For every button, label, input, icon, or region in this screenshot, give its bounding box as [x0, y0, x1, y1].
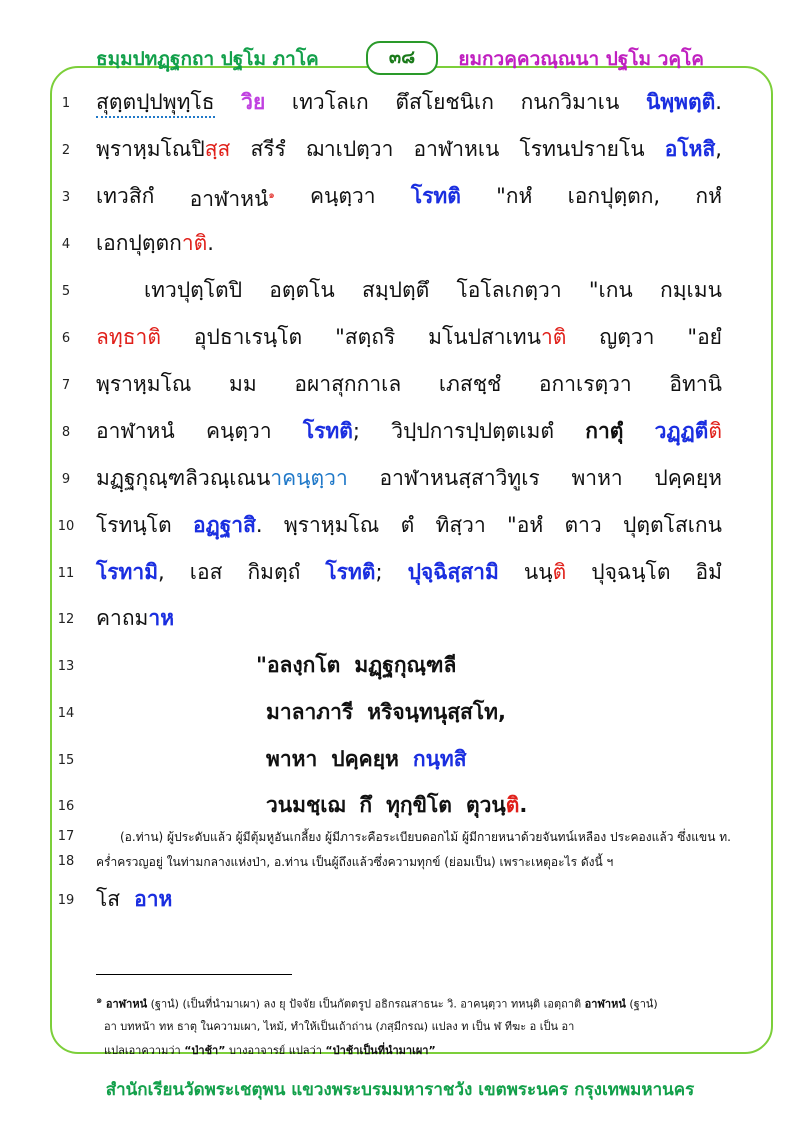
body-line-5	[96, 276, 722, 304]
line-number: 13	[57, 659, 75, 674]
word-suffix: าคนฺตฺวา	[270, 466, 348, 490]
line-number: 6	[61, 331, 71, 346]
footnote-rule	[96, 974, 292, 975]
word: สมฺปตฺตึ	[362, 278, 430, 302]
word: โส	[96, 887, 121, 911]
verb: โรทติ	[302, 419, 353, 443]
word: เภสชฺชํ	[438, 372, 502, 396]
line-number: 5	[61, 284, 71, 299]
header-right-title: ยมกวคฺควณฺณนา ปฐโม วคฺโค	[458, 48, 704, 70]
verse-word: ตุวน	[465, 793, 506, 817]
punct: .	[519, 793, 528, 817]
body-line-11	[96, 558, 722, 586]
line-number: 10	[57, 519, 75, 534]
verse-word: ปคฺคยฺห	[331, 747, 399, 771]
word: กนกวิมาเน	[520, 90, 620, 114]
verb: วฏฺฏตี	[654, 419, 709, 443]
word: กหํ	[695, 184, 722, 208]
footnote-line-1	[96, 993, 658, 1012]
verse-word: มาลาภารี	[266, 700, 354, 724]
footnote-text: (ฐานํ)	[629, 997, 658, 1011]
verb: อฏฺฐาสิ	[192, 513, 256, 537]
word: กมฺเมน	[660, 278, 722, 302]
word: กาตุํ	[585, 419, 624, 443]
body-line-1	[96, 88, 722, 118]
word: คนฺตฺวา	[205, 419, 272, 443]
line-number: 1	[61, 96, 71, 111]
line-number: 19	[57, 893, 75, 908]
punct: ,	[158, 560, 165, 584]
word: อาฬาหนํ	[189, 187, 269, 211]
word: พฺราหฺมโณปิ	[96, 137, 205, 161]
footnote-term: อาฬาหนํ	[105, 997, 148, 1011]
word: คาถม	[96, 606, 149, 630]
verse-verb: กนฺทสิ	[412, 747, 467, 771]
verb: าห	[148, 606, 175, 630]
verse-word: วนมชฺเฌ	[266, 793, 346, 817]
body-line-2	[96, 135, 722, 163]
word: อิมํ	[695, 560, 722, 584]
verse-word: หริจนฺทนุสฺสโท,	[367, 700, 506, 724]
footnote-term: “ป่าช้าเป็นที่นำมาเผา”	[325, 1044, 436, 1057]
word: เทวโลเก	[291, 90, 369, 114]
page-footer: สำนักเรียนวัดพระเชตุพน แขวงพระบรมมหาราชวัง เขตพระนคร กรุงเทพมหานคร	[105, 1080, 695, 1100]
word: "อยํ	[687, 325, 722, 349]
line-number: 18	[57, 854, 75, 869]
word-suffix: าติ	[540, 325, 567, 349]
word: อาฬาหนสฺสาวิทูเร	[379, 466, 540, 490]
line-number: 15	[57, 753, 75, 768]
word: "สตฺถริ	[335, 325, 396, 349]
line-number: 2	[61, 143, 71, 158]
line-number: 3	[61, 190, 71, 205]
verse-line-3	[266, 745, 467, 773]
word: "เกน	[588, 278, 633, 302]
line-number: 8	[61, 425, 71, 440]
verb: นิพฺพตฺติ	[645, 90, 716, 114]
word: เอกปุตฺตก	[96, 231, 182, 255]
word: มม	[229, 372, 257, 396]
word: ตึสโยชนิเก	[395, 90, 494, 114]
word-suffix: าติ	[181, 231, 208, 255]
body-line-3	[96, 182, 722, 213]
verb: โรทามิ	[96, 560, 159, 584]
word: เอส	[189, 560, 223, 584]
verse-line-1	[256, 651, 456, 679]
word: ปุตฺตโสเกน	[623, 513, 722, 537]
punct: ;	[352, 419, 360, 443]
body-line-4	[96, 229, 722, 257]
body-line-19	[96, 885, 722, 913]
word: ปุจฺฉนฺโต	[591, 560, 671, 584]
word-suffix: ติ	[708, 419, 722, 443]
verse-word: ทุกฺขิโต	[386, 793, 452, 817]
word: สรีรํ	[250, 137, 286, 161]
word: โอโลเกตฺวา	[456, 278, 562, 302]
verse-line-2	[266, 698, 506, 726]
body-line-12	[96, 604, 722, 632]
word: โรทนฺโต	[96, 513, 172, 537]
word: อผาสุกกาเล	[294, 372, 402, 396]
punct: .	[255, 513, 263, 537]
line-number: 7	[61, 378, 71, 393]
body-line-6	[96, 323, 722, 351]
word-suffix: ฺติ	[505, 793, 520, 817]
header-left-title: ธมฺมปทฏฺฐกถา ปฐโม ภาโค	[96, 48, 319, 70]
footnote-text: (ฐานํ) (เป็นที่นำมาเผา) ลง ยุ ปัจจัย เป็นกัตตรูป อธิกรณสาธนะ วิ. อาคนฺตฺวา ทหนฺติ เอตฺถาติ	[150, 997, 582, 1011]
word: ปคฺคยฺห	[654, 466, 722, 490]
line-number: 9	[61, 472, 71, 487]
verb: โรทติ	[325, 560, 376, 584]
punct: ;	[375, 560, 383, 584]
word: "กหํ	[496, 184, 533, 208]
footnote-text: แปลเอาความว่า	[104, 1044, 181, 1057]
word: สุตฺตปฺปพุทฺโธ	[96, 88, 215, 118]
verse-word: มฏฺฐกุณฺฑลี	[354, 653, 457, 677]
word: ตาว	[564, 513, 602, 537]
footnote-term: อาฬาหนํ	[584, 997, 626, 1011]
verb: ปุจฺฉิสฺสามิ	[407, 560, 499, 584]
word: เทวสิกํ	[96, 184, 155, 208]
verb: อาห	[134, 887, 173, 911]
footnote-term: “ป่าช้า”	[184, 1044, 226, 1057]
verb: โรทติ	[410, 184, 461, 208]
footnote-marker: ๑	[96, 995, 103, 1006]
word: ตํ	[400, 513, 415, 537]
punct: .	[207, 231, 214, 255]
word: พฺราหฺมโณ	[96, 372, 192, 396]
line-number: 11	[57, 566, 75, 581]
body-line-8	[96, 417, 722, 445]
footnote-line-2: อา บทหน้า ทห ธาตุ ในความเผา, ไหม้, ทำให้เป็นเถ้าถ่าน (ภสฺมีกรณ) แปลง ท เป็น ฬ ทีฆะ อ เป็น อา	[104, 1020, 575, 1033]
word: อาฬาหนํ	[96, 419, 175, 443]
word-suffix: สฺส	[204, 137, 231, 161]
word: อาฬาหเน	[413, 137, 500, 161]
word: อุปธาเรนฺโต	[193, 325, 303, 349]
word: คนฺตฺวา	[309, 184, 376, 208]
footnote-marker: ๑	[268, 190, 275, 201]
translation-line-18: คร่ำครวญอยู่ ในท่ามกลางแห่งป่า, อ.ท่าน เป็นผู้ถึงแล้วซึ่งความทุกข์ (ย่อมเป็น) เพราะเหตุอะไร ดังนี้ ฯ	[96, 855, 614, 869]
line-number: 16	[57, 799, 75, 814]
body-line-9	[96, 464, 722, 492]
word: ญตฺวา	[599, 325, 655, 349]
body-line-10	[96, 511, 722, 539]
punct: .	[715, 90, 722, 114]
line-number: 17	[57, 829, 75, 844]
line-number: 4	[61, 237, 71, 252]
word: เทวปุตฺโตปิ	[144, 278, 243, 302]
line-number: 12	[57, 612, 75, 627]
punct: ,	[715, 137, 722, 161]
verse-word: กึ	[359, 793, 373, 817]
verb: อโหสิ	[664, 137, 716, 161]
word: นนฺ	[523, 560, 553, 584]
word: อิทานิ	[669, 372, 722, 396]
word: มฏฺฐกุณฺฑลิวณฺเณน	[96, 466, 271, 490]
word: ทิสฺวา	[435, 513, 486, 537]
word: วิย	[241, 90, 266, 114]
word: มโนปสาเทน	[428, 325, 541, 349]
page-number: ๓๘	[366, 41, 438, 75]
word: "อหํ	[507, 513, 544, 537]
word: พฺราหฺมโณ	[283, 513, 380, 537]
verse-word: พาหา	[266, 747, 318, 771]
word: เอกปุตฺตก,	[567, 184, 661, 208]
verse-word: "อลงฺกโต	[256, 653, 341, 677]
word: ลทฺธาติ	[96, 325, 161, 349]
body-line-7	[96, 370, 722, 398]
word-suffix: ติ	[552, 560, 567, 584]
verse-line-4	[266, 791, 527, 819]
word: โรทนปรายโน	[519, 137, 645, 161]
translation-line-17: (อ.ท่าน) ผู้ประดับแล้ว ผู้มีตุ้มหูอันเกลี้ยง ผู้มีภาระคือระเบียบดอกไม้ ผู้มีกายหนาด้วยจันทน์เหลือง ประคองแล้ว ซึ่งแขน ท.	[120, 830, 731, 844]
word: พาหา	[571, 466, 623, 490]
footnote-line-3	[104, 1043, 436, 1058]
footnote-text: บางอาจารย์ แปลว่า	[228, 1044, 322, 1057]
word: อตฺตโน	[269, 278, 335, 302]
word: อกาเรตฺวา	[538, 372, 632, 396]
word: ฌาเปตฺวา	[305, 137, 394, 161]
word: กิมตฺถํ	[247, 560, 301, 584]
word: วิปฺปการปฺปตฺตเมตํ	[391, 419, 555, 443]
line-number: 14	[57, 706, 75, 721]
